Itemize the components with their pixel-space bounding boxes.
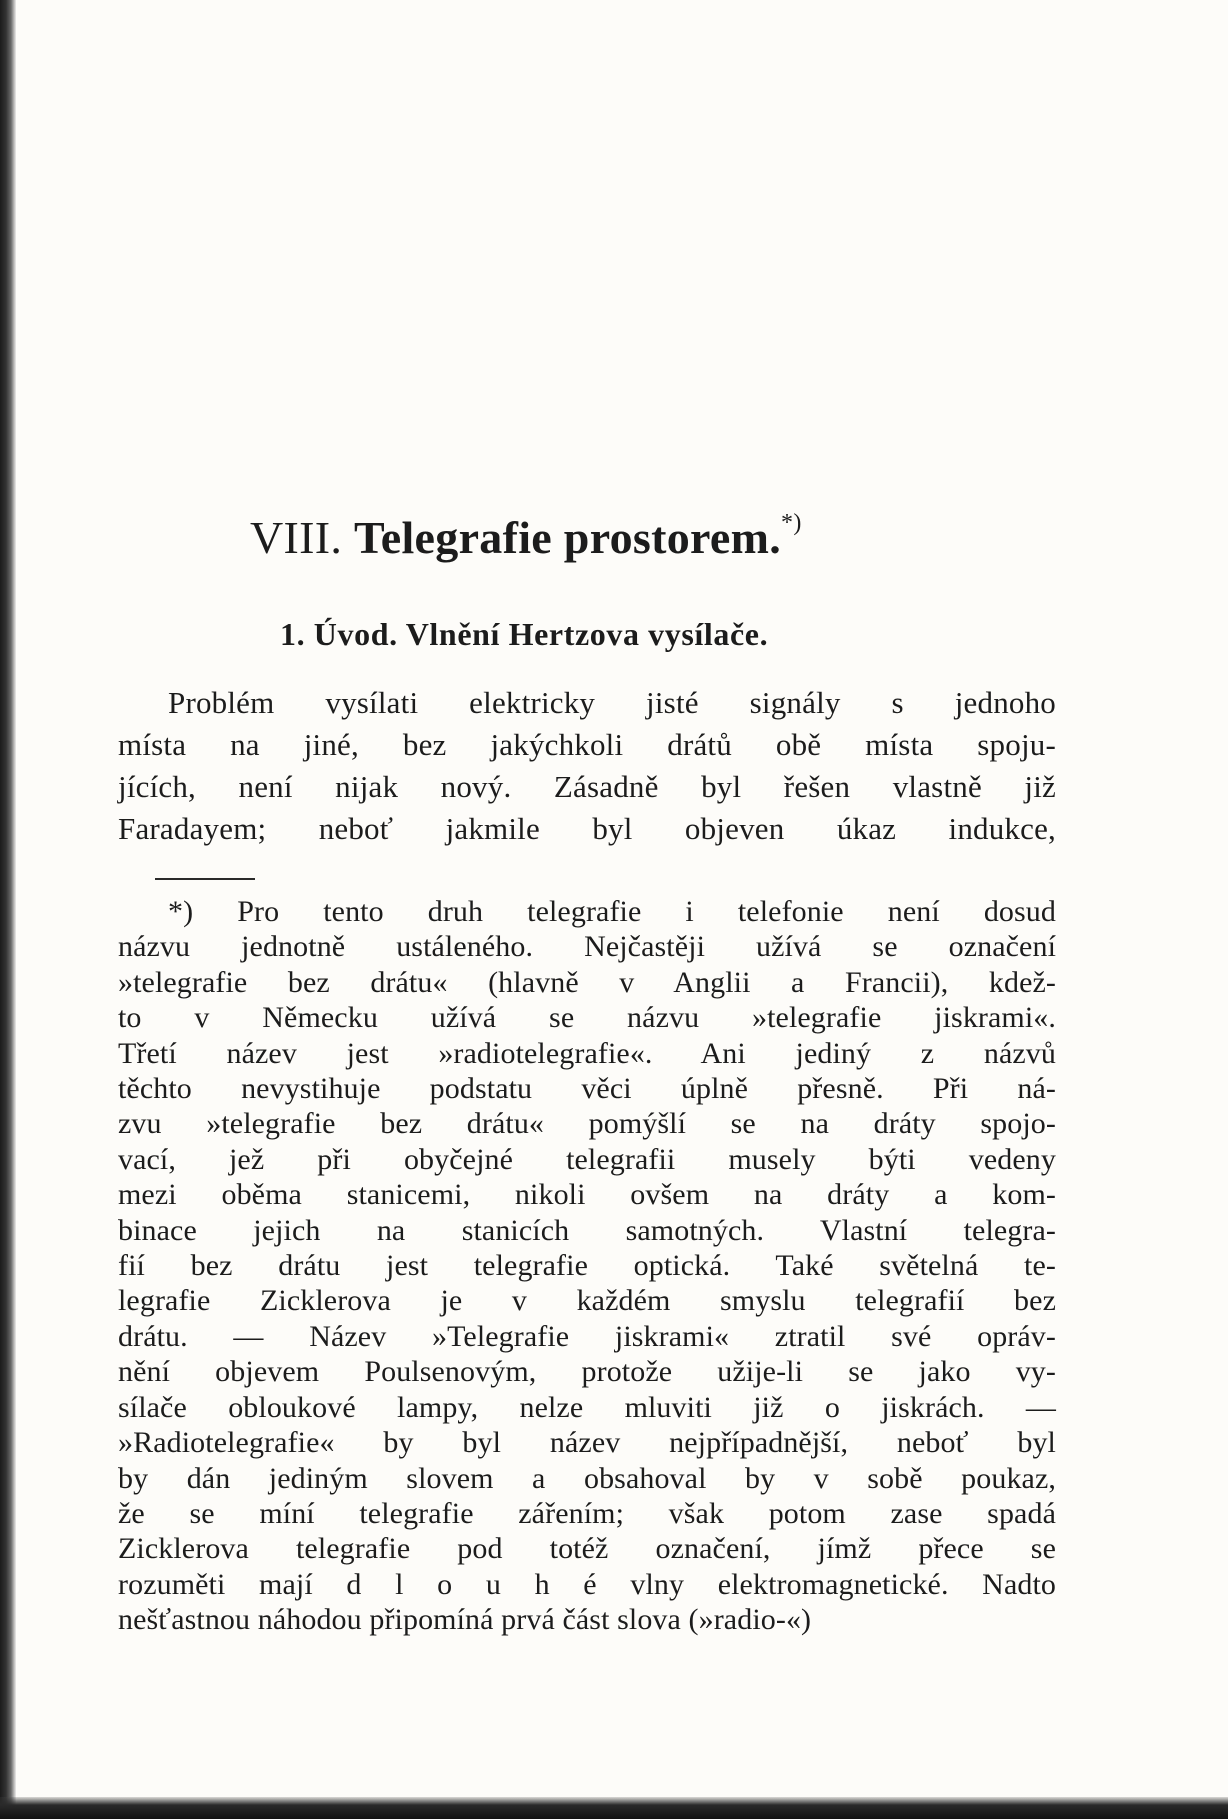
footnote-rule [155, 878, 255, 880]
footnote-line: mezi oběma stanicemi, nikoli ovšem na dráty a kom- [118, 1178, 1056, 1212]
footnote-line: Zicklerova telegrafie pod totéž označení, jímž přece se [118, 1532, 1056, 1566]
footnote-line: nění objevem Poulsenovým, protože užije-li se jako vy- [118, 1355, 1056, 1389]
footnote-line: názvu jednotně ustáleného. Nejčastěji užívá se označení [118, 930, 1056, 964]
body-line: jících, není nijak nový. Zásadně byl řešen vlastně již [118, 769, 1056, 804]
page-binding-shadow [0, 0, 16, 1819]
footnote-line: že se míní telegrafie zářením; však potom zase spadá [118, 1496, 1056, 1530]
footnote-line: drátu. — Název »Telegrafie jiskrami« ztratil své opráv- [118, 1319, 1056, 1353]
footnote-line: rozuměti mají d l o u h é vlny elektromagnetické. Nadto [118, 1567, 1056, 1601]
chapter-heading [250, 508, 950, 568]
footnote-line: fií bez drátu jest telegrafie optická. Také světelná te- [118, 1249, 1056, 1283]
footnote-line: nešťastnou náhodou připomíná prvá část slova (»radio-«) [118, 1603, 812, 1637]
footnote-line: legrafie Zicklerova je v každém smyslu telegrafií bez [118, 1284, 1056, 1318]
page-bottom-shadow [0, 1797, 1228, 1819]
footnote-line: »telegrafie bez drátu« (hlavně v Anglii a Francii), kdež- [118, 965, 1056, 999]
footnote-line: sílače obloukové lampy, nelze mluviti již o jiskrách. — [118, 1390, 1056, 1424]
footnote-line: *) Pro tento druh telegrafie i telefonie není dosud [168, 895, 1056, 928]
footnote-line: vací, jež při obyčejné telegrafii musely býti vedeny [118, 1142, 1056, 1176]
section-heading: 1. Úvod. Vlnění Hertzova vysílače. [280, 616, 769, 652]
footnote-line: těchto nevystihuje podstatu věci úplně přesně. Při ná- [118, 1072, 1056, 1106]
body-paragraph [118, 682, 1056, 850]
footnote-line: Třetí název jest »radiotelegrafie«. Ani jediný z názvů [118, 1036, 1056, 1070]
footnote-line: to v Německu užívá se názvu »telegrafie jiskrami«. [118, 1001, 1056, 1035]
body-line: Problém vysílati elektricky jisté signály s jednoho [168, 685, 1056, 720]
footnote-line: binace jejich na stanicích samotných. Vlastní telegra- [118, 1213, 1056, 1247]
footnote-line: by dán jediným slovem a obsahoval by v sobě poukaz, [118, 1461, 1056, 1495]
chapter-title: Telegrafie prostorem. [354, 512, 782, 563]
body-line: Faradayem; neboť jakmile byl objeven úkaz indukce, [118, 811, 1056, 846]
footnote-line: zvu »telegrafie bez drátu« pomýšlí se na dráty spojo- [118, 1107, 1056, 1141]
footnote [118, 894, 1056, 1638]
chapter-number: VIII. [250, 512, 343, 563]
chapter-footnote-mark: *) [781, 510, 802, 536]
body-line: místa na jiné, bez jakýchkoli drátů obě místa spoju- [118, 727, 1056, 762]
footnote-line: »Radiotelegrafie« by byl název nejpřípadnější, neboť byl [118, 1426, 1056, 1460]
